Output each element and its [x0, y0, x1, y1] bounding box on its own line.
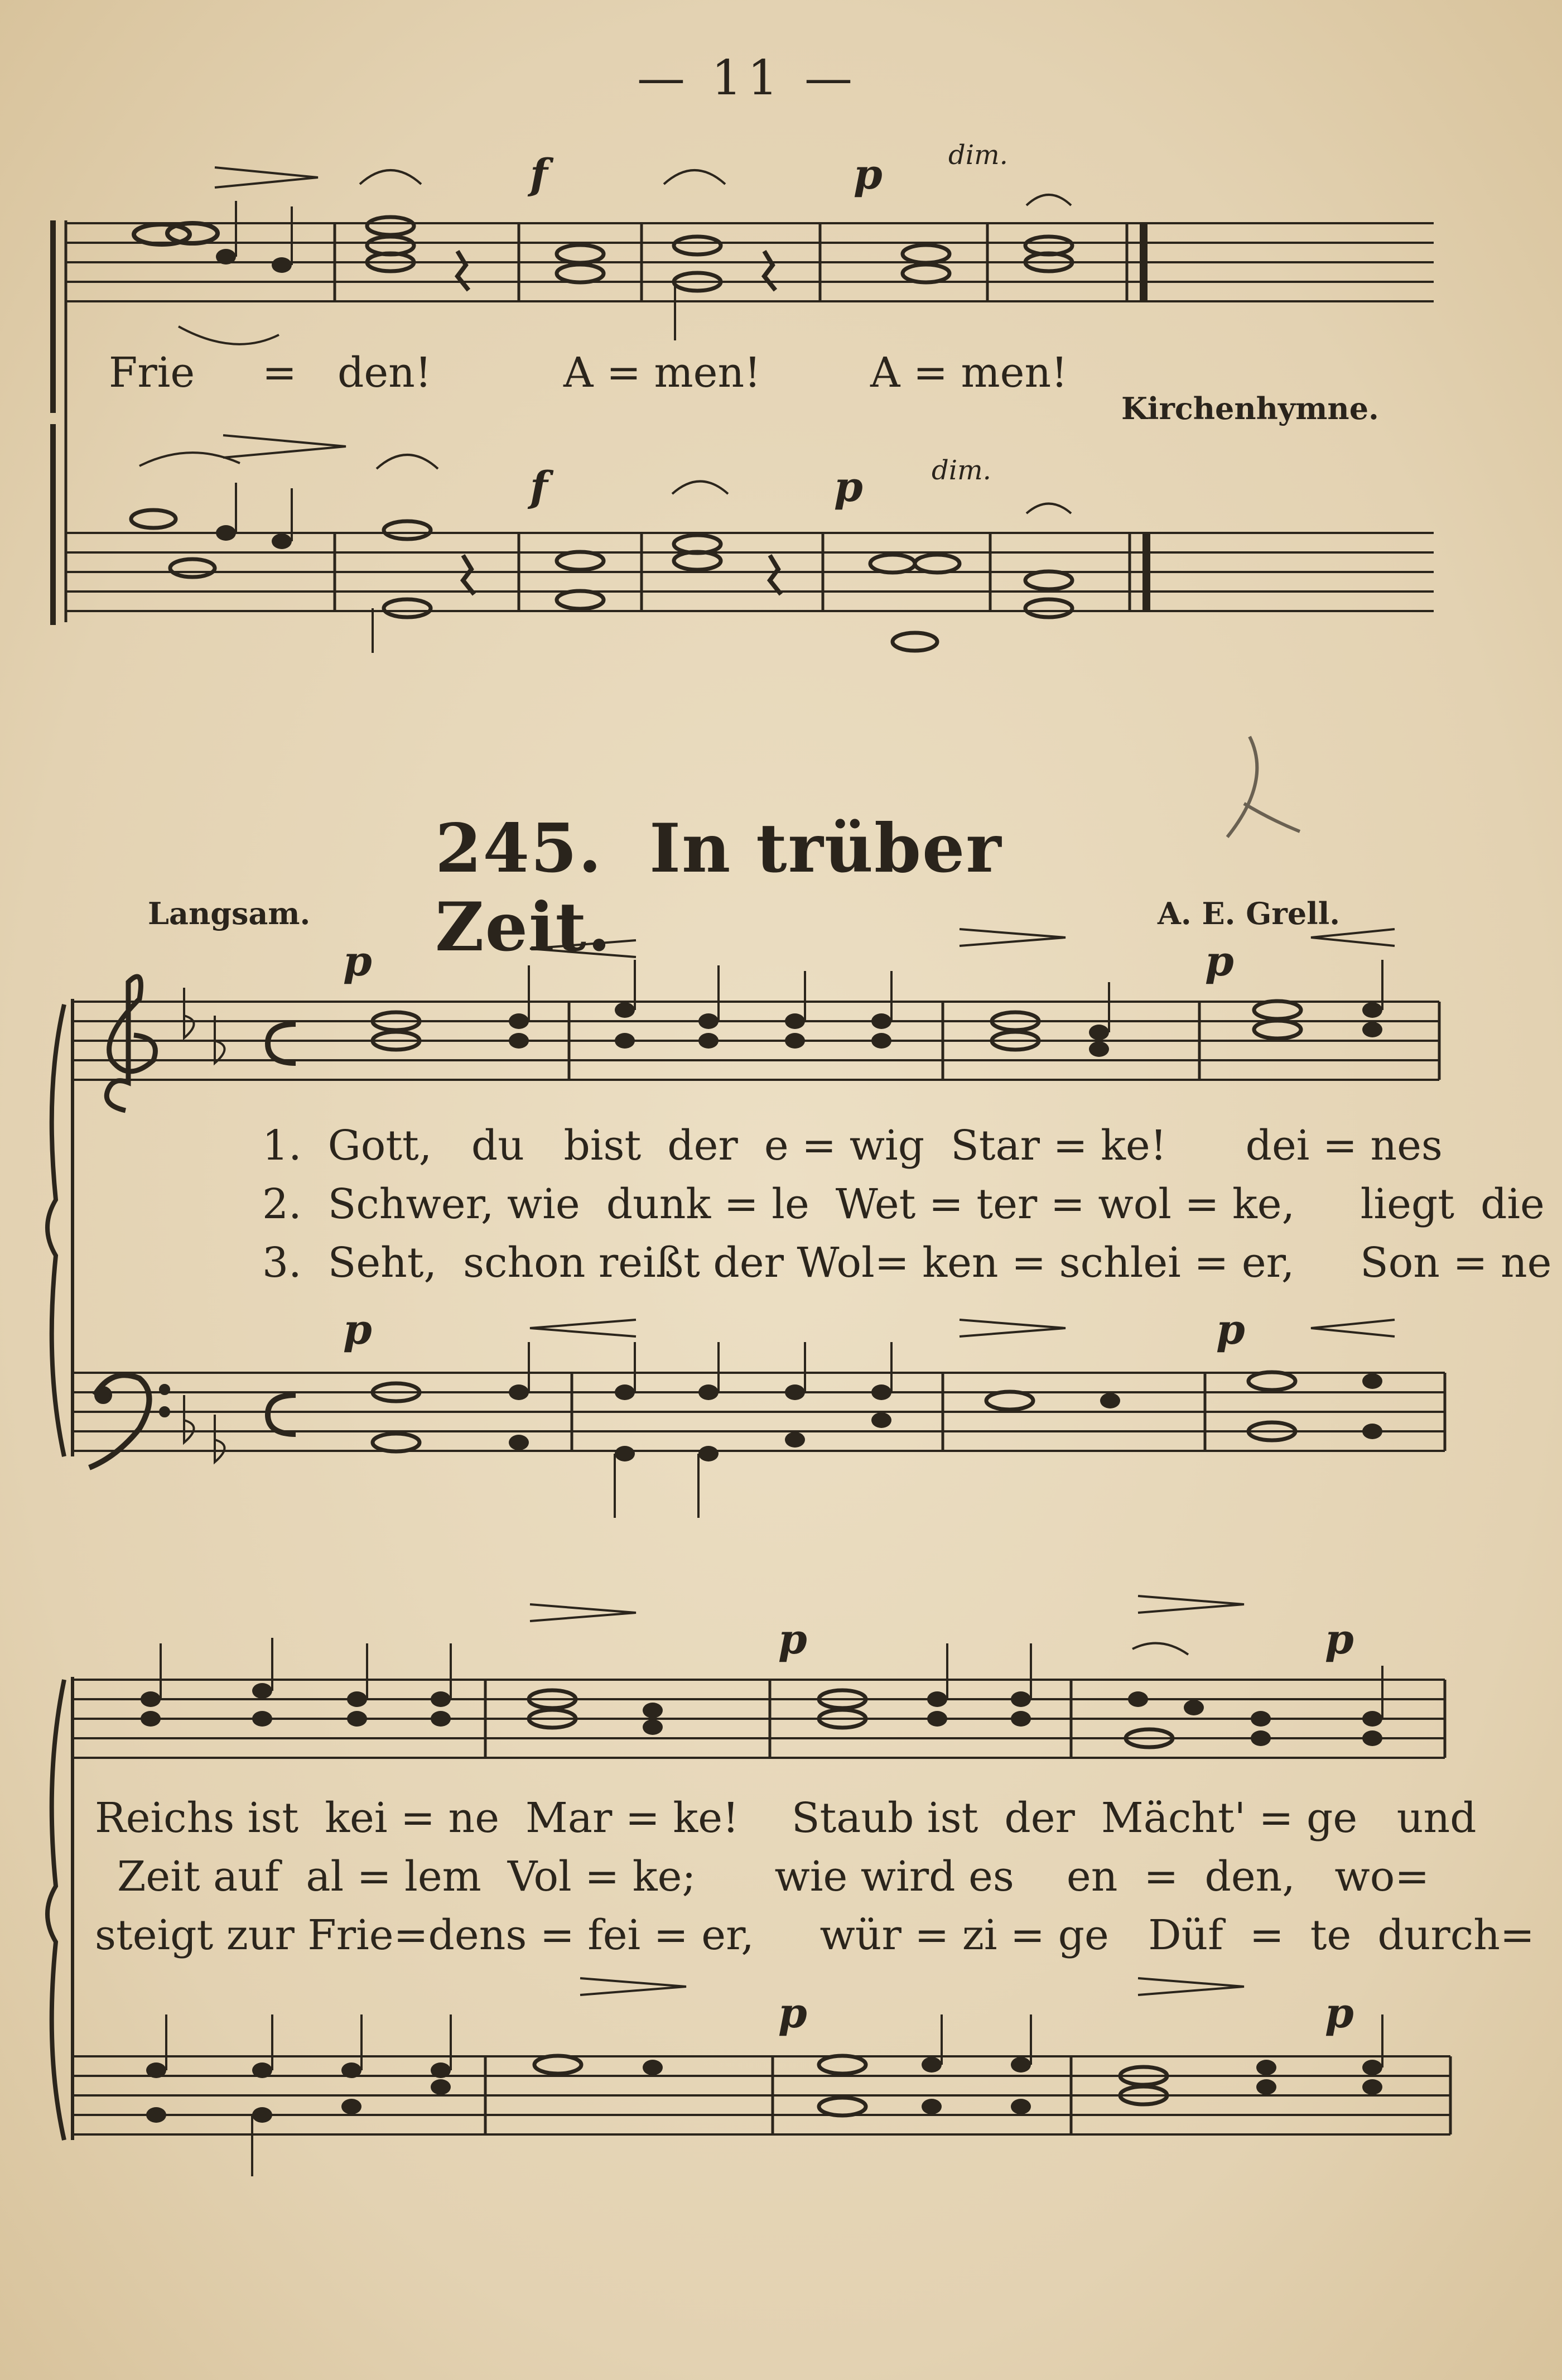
- dynamic-piano-2: p: [834, 463, 863, 511]
- sys2-verse-1: Reichs ist kei = ne Mar = ke! Staub ist der Mächt' = ge und: [95, 1794, 1477, 1842]
- lyric-frie: Frie: [109, 349, 195, 397]
- hymn-number: 245.: [435, 809, 603, 888]
- lyric-amen-2: A = men!: [870, 349, 1068, 397]
- sys2-verse-3: steigt zur Frie=dens = fei = er, wür = zi = ge Düf = te durch=: [95, 1911, 1535, 1959]
- dynamic-dim-2: dim.: [932, 455, 991, 486]
- sys1-dyn-p-3: p: [343, 1306, 372, 1354]
- sys2-verse-2: Zeit auf al = lem Vol = ke; wie wird es en = den, wo=: [117, 1853, 1430, 1901]
- dynamic-forte-1: f: [530, 151, 548, 199]
- sys2-dyn-p-3: p: [778, 1989, 807, 2037]
- sys1-treble-staff: [73, 1002, 1439, 1080]
- lyric-amen-1: A = men!: [563, 349, 761, 397]
- top-bass-staff: [67, 533, 1434, 611]
- composer: A. E. Grell.: [1158, 896, 1341, 931]
- sys2-dyn-p-1: p: [778, 1615, 807, 1663]
- sys1-dyn-p-1: p: [343, 937, 372, 985]
- sys1-dyn-p-2: p: [1205, 937, 1234, 985]
- tempo-marking: Langsam.: [148, 896, 311, 931]
- sys1-dyn-p-4: p: [1216, 1306, 1245, 1354]
- dynamic-forte-2: f: [530, 463, 548, 511]
- hymn-title: In trüber Zeit.: [435, 809, 1002, 967]
- dynamic-piano-1: p: [854, 151, 883, 199]
- hymn-title-block: [435, 809, 1105, 967]
- sys2-treble-staff: [73, 1680, 1445, 1758]
- sys1-verse-3: 3. Seht, schon reißt der Wol= ken = schlei = er, Son = ne: [262, 1239, 1552, 1287]
- sys2-dyn-p-4: p: [1325, 1989, 1354, 2037]
- sys2-bass-staff: [73, 2056, 1450, 2134]
- dynamic-dim-1: dim.: [948, 140, 1008, 171]
- top-treble-staff: [67, 223, 1434, 301]
- sys2-dyn-p-2: p: [1325, 1615, 1354, 1663]
- page-number: — 11 —: [637, 50, 859, 106]
- sys1-verse-1: 1. Gott, du bist der e = wig Star = ke! dei = nes: [262, 1122, 1443, 1170]
- lyric-hyphen: =: [262, 349, 297, 397]
- sys1-bass-staff: [73, 1373, 1445, 1451]
- hymn-label: Kirchenhymne.: [1121, 391, 1379, 426]
- lyric-den: den!: [338, 349, 432, 397]
- sys1-verse-2: 2. Schwer, wie dunk = le Wet = ter = wol = ke, liegt die: [262, 1180, 1545, 1228]
